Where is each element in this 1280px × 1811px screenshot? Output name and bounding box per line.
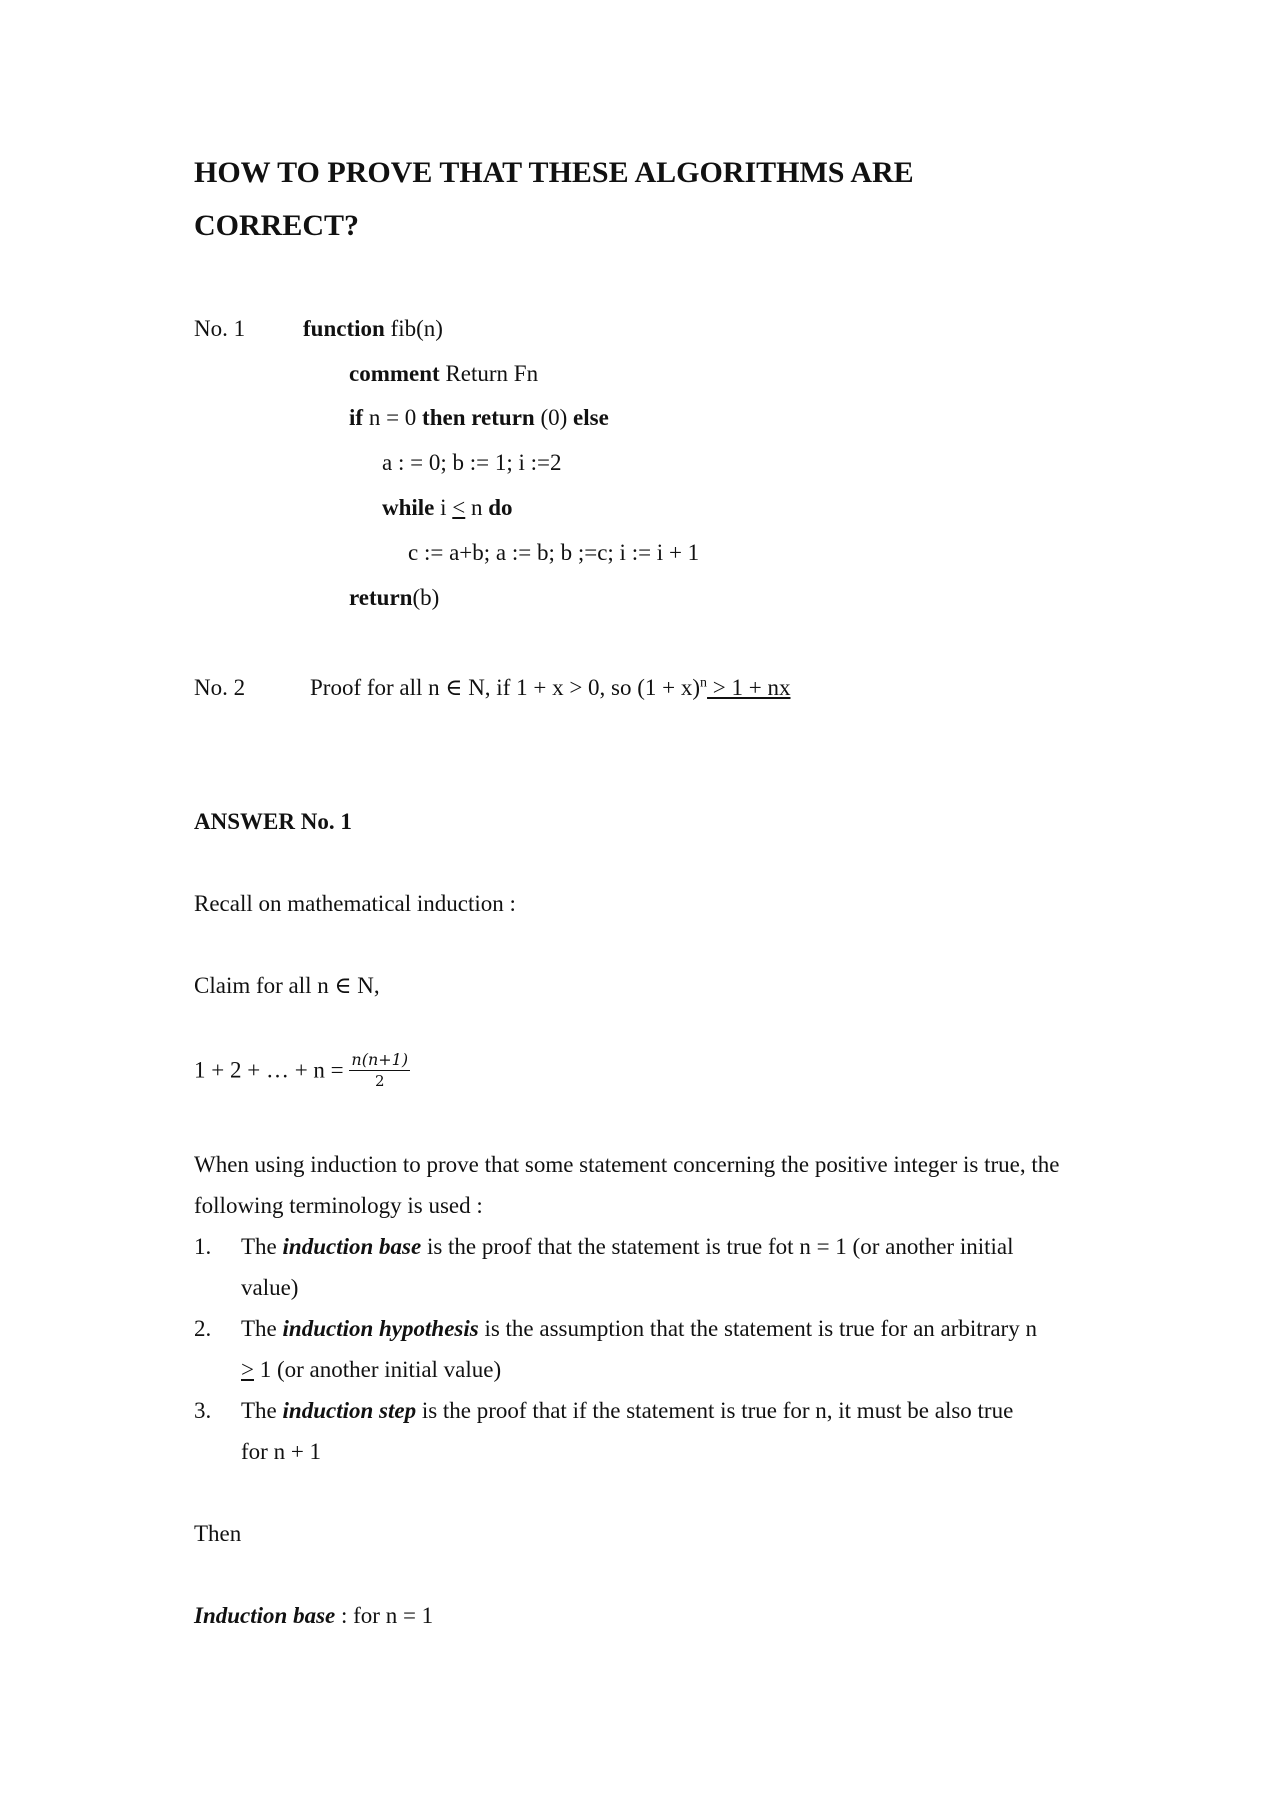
code-line-return: return(b) bbox=[349, 585, 440, 610]
recall-text: Recall on mathematical induction : bbox=[194, 891, 516, 916]
code-line-comment: comment Return Fn bbox=[349, 361, 539, 386]
answer-heading: ANSWER No. 1 bbox=[194, 809, 352, 834]
list-item-2-line2: > 1 (or another initial value) bbox=[241, 1357, 502, 1382]
problem2-label: No. 2 bbox=[194, 675, 246, 700]
list-item-number: 3. bbox=[194, 1398, 212, 1423]
list-item-number: 1. bbox=[194, 1234, 212, 1259]
list-item-1-line2: value) bbox=[241, 1275, 299, 1300]
document-title-line1: HOW TO PROVE THAT THESE ALGORITHMS ARE bbox=[194, 156, 914, 189]
list-item-number: 2. bbox=[194, 1316, 212, 1341]
code-line-body: c := a+b; a := b; b ;=c; i := i + 1 bbox=[408, 540, 700, 565]
intro-line1: When using induction to prove that some statement concerning the positive integer is true, the bbox=[194, 1152, 1060, 1177]
code-line-while: while i < n do bbox=[382, 495, 513, 520]
document-title-line2: CORRECT? bbox=[194, 209, 360, 242]
list-item-1-line1: The induction base is the proof that the statement is true fot n = 1 (or another initial bbox=[241, 1234, 1014, 1259]
sum-formula: 1 + 2 + … + n = $\frac{n(n+1)}{2}$ bbox=[194, 1050, 409, 1091]
problem1-label: No. 1 bbox=[194, 316, 246, 341]
list-item-3-line1: The induction step is the proof that if the statement is true for n, it must be also true bbox=[241, 1398, 1014, 1423]
list-item-3-line2: for n + 1 bbox=[241, 1439, 322, 1464]
code-line-assign: a : = 0; b := 1; i :=2 bbox=[382, 450, 562, 475]
claim-text: Claim for all n ∈ N, bbox=[194, 973, 380, 998]
list-item-2-line1: The induction hypothesis is the assumption that the statement is true for an arbitrary n bbox=[241, 1316, 1037, 1341]
induction-base-line: Induction base : for n = 1 bbox=[194, 1603, 434, 1628]
formula-fraction: $\frac{n(n+1)}{2}$ bbox=[351, 1050, 409, 1091]
then-text: Then bbox=[194, 1521, 242, 1546]
problem2-statement: Proof for all n ∈ N, if 1 + x > 0, so $(1 + x)^n > 1$ + nx bbox=[310, 675, 791, 700]
code-line-function: function fib(n) bbox=[303, 316, 443, 341]
code-line-if: if n = 0 then return (0) else bbox=[349, 405, 609, 430]
intro-line2: following terminology is used : bbox=[194, 1193, 483, 1218]
